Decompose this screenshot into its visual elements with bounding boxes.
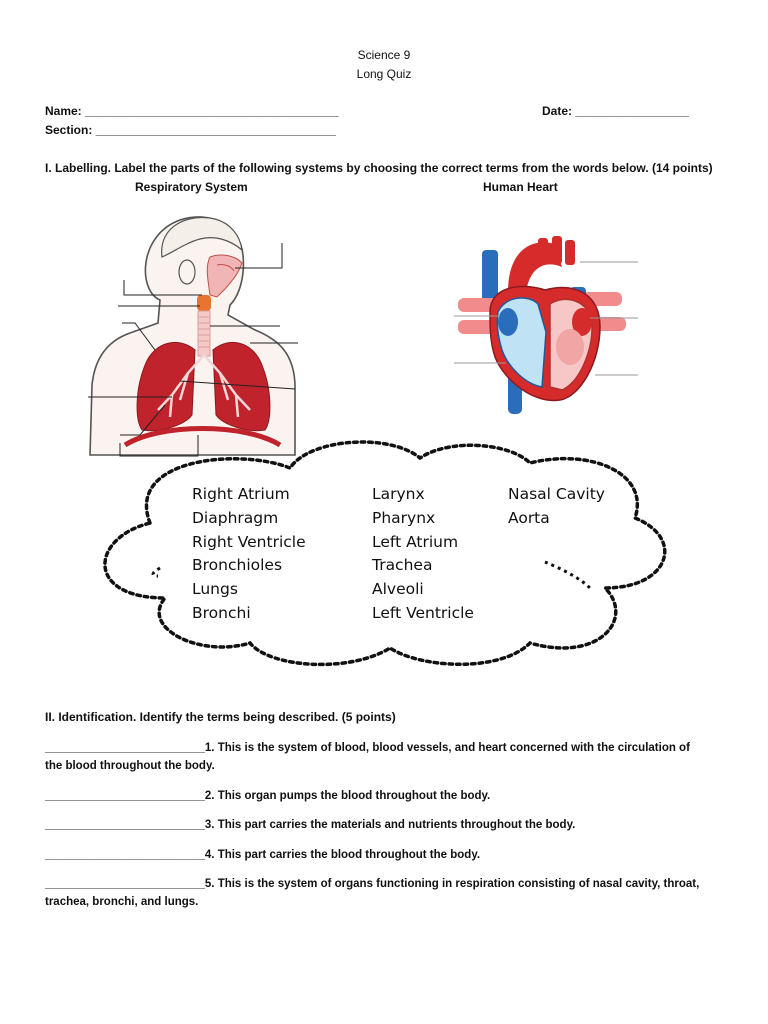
section-field[interactable]: Section: ____________________________________ — [45, 123, 336, 137]
quiz-type: Long Quiz — [356, 67, 412, 81]
word-bank-item: Diaphragm — [192, 508, 279, 527]
identification-item-3 — [45, 816, 725, 834]
word-bank-item: Right Ventricle — [192, 532, 306, 551]
word-bank-item: Pharynx — [372, 508, 436, 527]
word-bank-item: Right Atrium — [192, 485, 290, 503]
human-heart-title: Human Heart — [483, 180, 558, 194]
human-heart-diagram — [450, 232, 640, 417]
respiratory-system-diagram — [80, 205, 310, 465]
question-text: 2. This organ pumps the blood throughout the body. — [204, 790, 491, 802]
quiz-subject: Science 9 — [357, 48, 411, 62]
word-bank-item: Larynx — [372, 485, 425, 503]
word-bank-item: Trachea — [372, 556, 433, 575]
respiratory-system-title: Respiratory System — [135, 180, 248, 194]
identification-item-4 — [45, 846, 725, 864]
question-text: 3. This part carries the materials and nutrients throughout the body. — [204, 819, 576, 831]
identification-item-2 — [45, 787, 725, 805]
question-text-continued: trachea, bronchi, and lungs. — [45, 896, 199, 908]
answer-blank[interactable]: _________________________ — [45, 819, 205, 831]
part2-instructions: II. Identification. Identify the terms being described. (5 points) — [45, 710, 396, 724]
word-bank-item: Lungs — [192, 580, 238, 599]
word-bank-item: Left Atrium — [372, 532, 459, 551]
word-bank-item: Bronchi — [192, 603, 251, 622]
answer-blank[interactable]: _________________________ — [45, 742, 205, 754]
word-bank-item: Left Ventricle — [372, 603, 474, 622]
word-bank-item: Alveoli — [372, 580, 424, 599]
word-bank-column-1 — [192, 483, 306, 626]
answer-blank[interactable]: _________________________ — [45, 849, 205, 861]
question-text: 5. This is the system of organs functioning in respiration consisting of nasal cavity, throat, — [204, 878, 700, 890]
answer-blank[interactable]: _________________________ — [45, 878, 205, 890]
question-text: 1. This is the system of blood, blood vessels, and heart concerned with the circulation of — [204, 742, 690, 754]
identification-item-1 — [45, 739, 725, 775]
name-field[interactable]: Name: ______________________________________ — [45, 104, 339, 118]
question-text-continued: the blood throughout the body. — [45, 760, 215, 772]
word-bank-item: Bronchioles — [192, 556, 283, 575]
answer-blank[interactable]: _________________________ — [45, 790, 205, 802]
word-bank-item: Aorta — [508, 508, 550, 527]
word-bank-column-3 — [508, 483, 605, 531]
date-field[interactable]: Date: _________________ — [542, 104, 689, 118]
part1-instructions: I. Labelling. Label the parts of the following systems by choosing the correct terms from the words below. (14 points) — [45, 161, 713, 175]
word-bank-column-2 — [372, 483, 474, 626]
question-text: 4. This part carries the blood throughout the body. — [204, 849, 481, 861]
word-bank-item: Nasal Cavity — [508, 485, 605, 503]
identification-item-5 — [45, 875, 725, 911]
